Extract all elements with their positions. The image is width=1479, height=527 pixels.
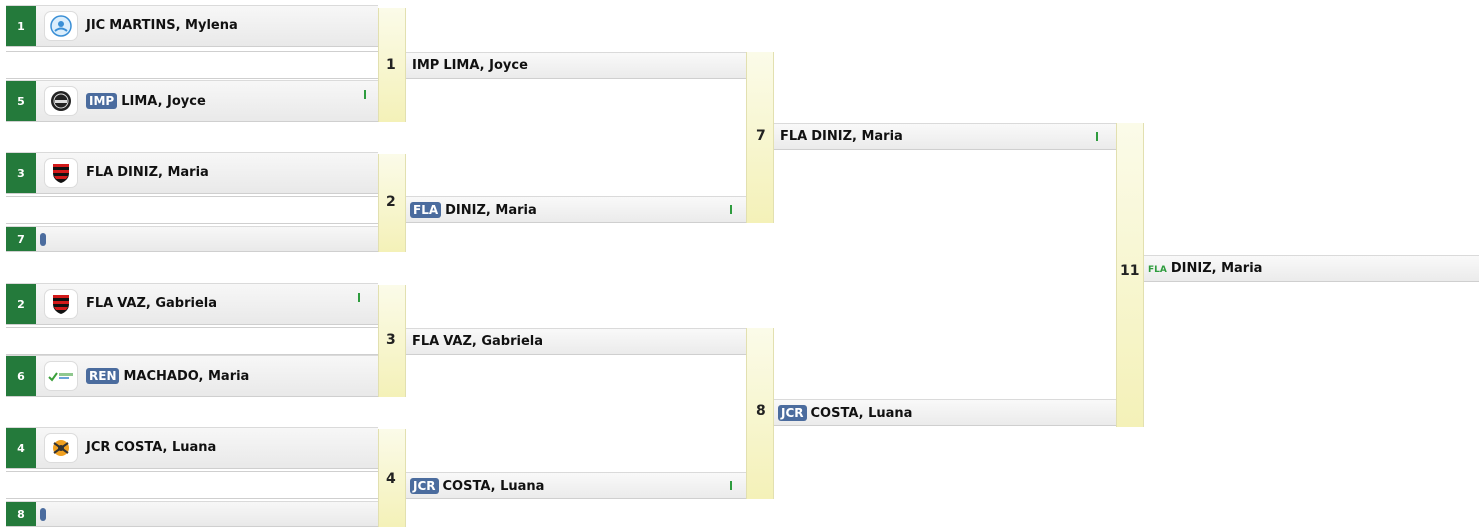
seed-slot-7[interactable] bbox=[6, 226, 378, 252]
seed-number: 1 bbox=[6, 6, 36, 46]
club-tag: JCR bbox=[778, 405, 807, 421]
club-code: IMP bbox=[412, 58, 440, 73]
match-number: 1 bbox=[386, 57, 396, 73]
athlete-name: DINIZ, Maria bbox=[1170, 261, 1263, 276]
renovacao-logo-icon bbox=[44, 361, 78, 391]
club-code: FLA bbox=[780, 129, 808, 144]
flamengo-shield-icon bbox=[44, 158, 78, 188]
match-7-winner[interactable] bbox=[774, 123, 1116, 150]
impacto-logo-icon bbox=[44, 86, 78, 116]
club-code: JIC bbox=[86, 18, 106, 33]
seed-number: 2 bbox=[6, 284, 36, 324]
athlete-name: VAZ, Gabriela bbox=[117, 296, 218, 311]
match-number: 3 bbox=[386, 332, 396, 348]
seed-number: 7 bbox=[6, 227, 36, 251]
match-number: 4 bbox=[386, 471, 396, 487]
seed-slot-6[interactable] bbox=[6, 355, 378, 397]
match-3-winner[interactable] bbox=[406, 328, 746, 355]
seed-slot-5[interactable] bbox=[6, 80, 378, 122]
empty-slot-marker bbox=[40, 233, 46, 246]
athlete-name: LIMA, Joyce bbox=[443, 58, 528, 73]
bracket-spacer bbox=[6, 471, 378, 499]
seed-number: 8 bbox=[6, 502, 36, 526]
seed-slot-3[interactable] bbox=[6, 152, 378, 194]
club-tag: IMP bbox=[86, 93, 117, 109]
club-tag: REN bbox=[86, 368, 119, 384]
club-tag: JCR bbox=[410, 478, 439, 494]
athlete-name: MACHADO, Maria bbox=[123, 369, 250, 384]
bracket-spacer bbox=[6, 327, 378, 355]
win-mark bbox=[730, 205, 732, 214]
seed-slot-1[interactable] bbox=[6, 5, 378, 47]
win-mark bbox=[730, 481, 732, 490]
club-code: FLA bbox=[412, 334, 440, 349]
jcr-logo-icon bbox=[44, 433, 78, 463]
athlete-name: COSTA, Luana bbox=[114, 440, 217, 455]
bracket-spacer bbox=[6, 196, 378, 224]
match-number: 7 bbox=[756, 128, 766, 144]
seed-slot-4[interactable] bbox=[6, 427, 378, 469]
seed-slot-2[interactable] bbox=[6, 283, 378, 325]
athlete-name: COSTA, Luana bbox=[810, 406, 913, 421]
match-number: 8 bbox=[756, 403, 766, 419]
match-1-winner[interactable] bbox=[406, 52, 746, 79]
athlete-name: DINIZ, Maria bbox=[117, 165, 209, 180]
club-tag: FLA bbox=[410, 202, 441, 218]
seed-number: 6 bbox=[6, 356, 36, 396]
final-winner[interactable] bbox=[1144, 255, 1479, 282]
match-2-winner[interactable] bbox=[406, 196, 746, 223]
win-mark bbox=[364, 90, 366, 99]
seed-number: 3 bbox=[6, 153, 36, 193]
seed-number: 4 bbox=[6, 428, 36, 468]
athlete-name: LIMA, Joyce bbox=[121, 94, 206, 109]
flamengo-shield-icon bbox=[44, 289, 78, 319]
match-8-winner[interactable] bbox=[774, 399, 1116, 426]
seed-slot-8[interactable] bbox=[6, 501, 378, 527]
athlete-name: COSTA, Luana bbox=[442, 479, 545, 494]
match-number: 2 bbox=[386, 194, 396, 210]
win-mark bbox=[358, 293, 360, 302]
empty-slot-marker bbox=[40, 508, 46, 521]
match-number: 11 bbox=[1120, 263, 1140, 279]
win-mark bbox=[1096, 132, 1098, 141]
athlete-name: DINIZ, Maria bbox=[811, 129, 903, 144]
match-4-winner[interactable] bbox=[406, 472, 746, 499]
club-code: JCR bbox=[86, 440, 111, 455]
club-code-small: FLA bbox=[1148, 265, 1167, 275]
athlete-name: VAZ, Gabriela bbox=[443, 334, 544, 349]
athlete-name: DINIZ, Maria bbox=[445, 203, 537, 218]
seed-number: 5 bbox=[6, 81, 36, 121]
athlete-name: MARTINS, Mylena bbox=[109, 18, 238, 33]
jic-logo-icon bbox=[44, 11, 78, 41]
club-code: FLA bbox=[86, 296, 114, 311]
club-code: FLA bbox=[86, 165, 114, 180]
bracket-spacer bbox=[6, 51, 378, 79]
